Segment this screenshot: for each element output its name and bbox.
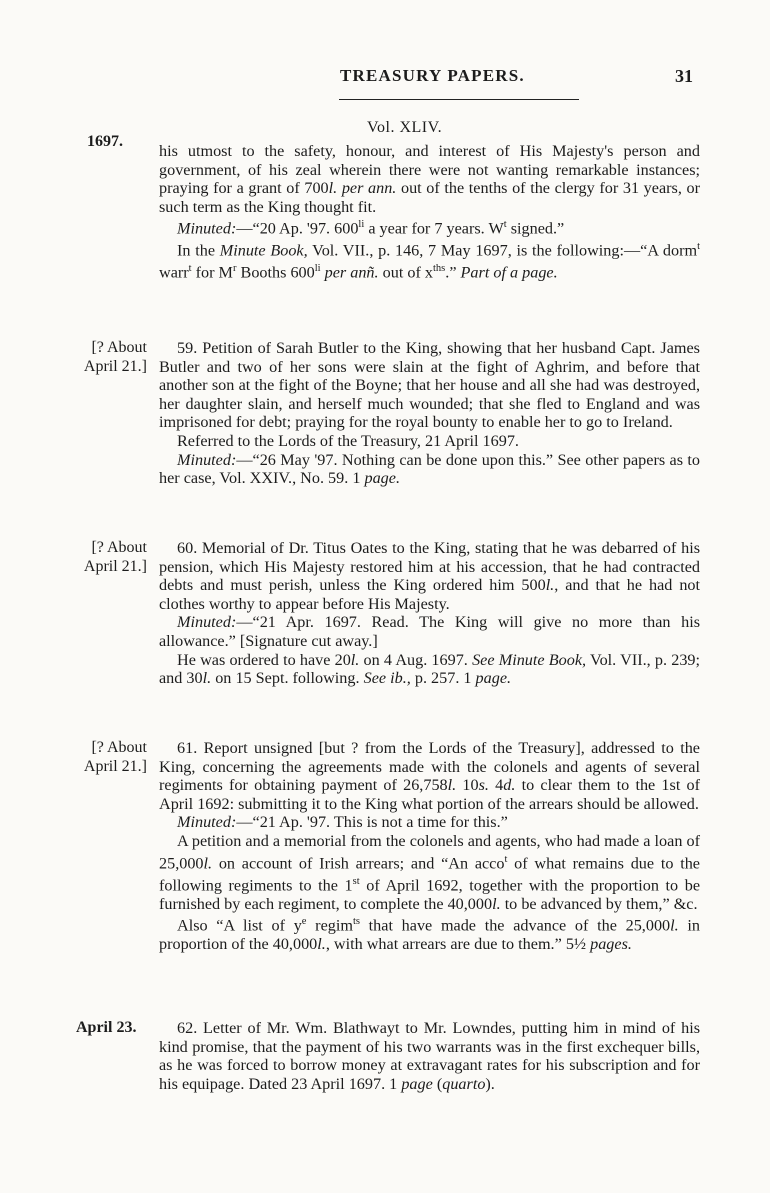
italic-text: d.	[503, 776, 516, 795]
entry-paragraph: 59. Petition of Sarah Butler to the King, showing that her husband Capt. James Butler and two of her sons were slain at the fight of Aghrim, and before that another son at the fight of the Boyne; that her house and all she had was destroyed, her daughter slain, and herself much wounded; that she fled to England and was imprisoned for debt; praying for the royal bounty to enable her to go to Ireland.	[159, 339, 700, 432]
entry-paragraph: In the Minute Book, Vol. VII., p. 146, 7 May 1697, is the following:—“A dorm$^t$ warr$^t$ for $M^r$ Booths $600^{li}$ per anñ. out of $x^{ths}$.” Part of a page.	[159, 241, 700, 282]
italic-text: l.	[447, 776, 457, 795]
volume-heading: Vol. XLIV.	[367, 119, 443, 136]
minute-paragraph: Minuted:—“26 May '97. Nothing can be done upon this.” See other papers as to her case, Vol. XXIV., No. 59. 1 page.	[159, 450, 700, 488]
superscript: r	[232, 263, 237, 275]
italic-text: Part of a page.	[460, 263, 558, 282]
italic-text: Minuted:	[177, 219, 237, 238]
superscript: ts	[352, 916, 360, 928]
superscript: e	[301, 916, 307, 928]
italic-text: page.	[475, 669, 512, 688]
italic-text: pages.	[590, 935, 632, 954]
entry-60	[159, 539, 700, 688]
italic-text: page	[401, 1074, 433, 1093]
superscript: t	[503, 219, 507, 231]
header-rule	[339, 99, 579, 100]
minute-paragraph: Minuted:—“21 Apr. 1697. Read. The King will give no more than his allowance.” [Signature cut away.]	[159, 613, 700, 650]
italic-text: page.	[364, 469, 400, 488]
margin-date: [? About April 21.]	[83, 339, 147, 375]
italic-text: l.	[317, 935, 326, 954]
italic-text: l.	[328, 179, 338, 198]
page-number: 31	[675, 66, 693, 86]
margin-date: April 23.	[76, 1019, 137, 1036]
margin-date: [? About April 21.]	[83, 739, 147, 775]
italic-text: per anñ.	[324, 263, 379, 282]
running-head-title: TREASURY PAPERS.	[340, 66, 525, 85]
superscript: ths	[432, 263, 446, 275]
entry-61	[159, 739, 700, 954]
italic-text: Minute Book,	[219, 241, 308, 260]
italic-text: l.	[350, 650, 360, 669]
entry-paragraph: 60. Memorial of Dr. Titus Oates to the King, stating that he was debarred of his pension, which His Majesty restored him at his accession, that he had contracted debts and must perish, unless the King ordered him 500l., and that he had not clothes worthy to appear before His Majesty.	[159, 539, 701, 613]
superscript: li	[314, 263, 321, 275]
italic-text: Minuted:	[177, 813, 237, 832]
italic-text: l.	[492, 894, 501, 913]
superscript: t	[504, 853, 508, 865]
entry-paragraph: A petition and a memorial from the colonels and agents, who had made a loan of 25,000l. on account of Irish arrears; and “An acco$^t$ of what remains due to the following regiments to the 1st of April 1692, together with the proportion to be furnished by each regiment, to complete the 40,000l. to be advanced by them,” &c.	[159, 831, 701, 913]
entry-paragraph: He was ordered to have 20l. on 4 Aug. 1697. See Minute Book, Vol. VII., p. 239; and 30l. on 15 Sept. following. See ib., p. 257. 1 page.	[159, 650, 700, 688]
entry-paragraph: his utmost to the safety, honour, and interest of His Majesty's person and government, of his zeal wherein there were not wanting remarkable instances; praying for a grant of 700l. per ann. out of the tenths of the clergy for 31 years, or such term as the King thought fit.	[159, 142, 700, 216]
entry-continuation	[159, 142, 700, 282]
italic-text: s.	[478, 776, 489, 795]
entry-paragraph: 62. Letter of Mr. Wm. Blathwayt to Mr. Lowndes, putting him in mind of his kind promise, that the payment of his two warrants was in the first exchequer bills, as he was forced to borrow money at extravagant rates for his subscription and for his equipage. Dated 23 April 1697. 1 page (quarto).	[159, 1019, 700, 1093]
superscript: li	[358, 219, 365, 231]
year-label: 1697.	[87, 133, 123, 150]
entry-paragraph: Also “A list of $y^e$ regim$^{ts}$ that have made the advance of the 25,000l. in proportion of the 40,000l., with what arrears are due to them.” 5½ pages.	[159, 916, 700, 954]
superscript: t	[188, 263, 192, 275]
entry-62	[159, 1019, 700, 1093]
minute-paragraph: Minuted:—“20 Ap. '97. $600^{li}$ a year for 7 years. $W^t$ signed.”	[177, 219, 565, 238]
italic-text: Minuted:	[177, 450, 237, 469]
superscript: st	[352, 875, 360, 887]
italic-text: l.	[670, 916, 679, 935]
italic-text: quarto	[442, 1074, 486, 1093]
italic-text: See ib.,	[363, 669, 411, 688]
italic-text: Minuted:	[177, 613, 237, 632]
italic-text: See Minute Book,	[472, 650, 587, 669]
italic-text: l.	[202, 669, 212, 688]
italic-text: l.	[203, 853, 213, 872]
margin-date: [? About April 21.]	[83, 539, 147, 575]
italic-text: l.	[545, 576, 555, 595]
superscript: t	[697, 241, 700, 253]
italic-text: per ann.	[341, 179, 397, 198]
entry-59	[159, 339, 700, 488]
minute-paragraph: Minuted:—“21 Ap. '97. This is not a time for this.”	[177, 813, 508, 832]
entry-paragraph: Referred to the Lords of the Treasury, 21 April 1697.	[177, 431, 519, 450]
entry-paragraph: 61. Report unsigned [but ? from the Lords of the Treasury], addressed to the King, concerning the agreements made with the colonels and agents of several regiments for obtaining payment of 26,758l. 10s. 4d. to clear them to the 1st of April 1692: submitting it to the King what portion of the arrears should be allowed.	[159, 739, 701, 813]
